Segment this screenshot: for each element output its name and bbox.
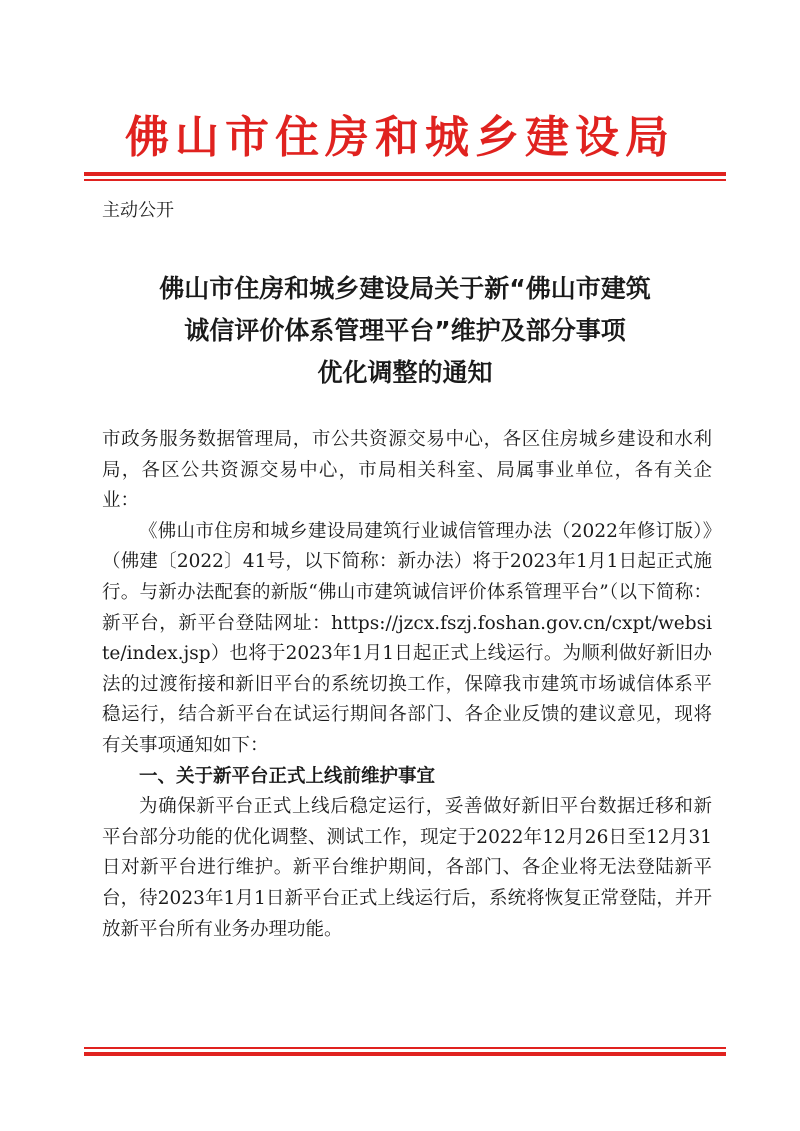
section-heading-1: 一、关于新平台正式上线前维护事宜 (139, 765, 436, 787)
footer-rule-thin (84, 1047, 726, 1049)
agency-masthead: 佛山市住房和城乡建设局 (125, 112, 675, 163)
title-line-3: 优化调整的通知 (317, 358, 493, 387)
title-line-1: 佛山市住房和城乡建设局关于新“佛山市建筑 (159, 274, 651, 303)
title-line-2: 诚信评价体系管理平台”维护及部分事项 (184, 316, 626, 345)
addressee: 市政务服务数据管理局，市公共资源交易中心，各区住房城乡建设和水利局，各区公共资源交易中心，市局相关科室、局属事业单位，各有关企业： (102, 429, 712, 512)
header-rule-thin (84, 179, 726, 181)
paragraph-maintenance: 为确保新平台正式上线后稳定运行，妥善做好新旧平台数据迁移和新平台部分功能的优化调整、测试工作，现定于2022年12月26日至12月31日对新平台进行维护。新平台维护期间，各部门、各企业将无法登陆新平台，待2023年1月1日新平台正式上线运行后，系统将恢复正常登陆，并开放新平台所有业务办理功能。 (102, 796, 712, 940)
document-body (102, 425, 712, 945)
paragraph-intro: 《佛山市住房和城乡建设局建筑行业诚信管理办法（2022年修订版）》（佛建〔2022〕41号，以下简称：新办法）将于2023年1月1日起正式施行。与新办法配套的新版“佛山市建筑诚信评价体系管理平台”（以下简称：新平台，新平台登陆网址：https://jzcx.fszj.foshan.gov.cn/cxpt/website/index.jsp）也将于2023年1月1日起正式上线运行。为顺利做好新旧办法的过渡衔接和新旧平台的系统切换工作，保障我市建筑市场诚信体系平稳运行，结合新平台在试运行期间各部门、各企业反馈的建议意见，现将有关事项通知如下： (102, 520, 712, 756)
document-title (84, 268, 726, 394)
disclosure-label: 主动公开 (102, 200, 174, 221)
footer-rule-thick (84, 1052, 726, 1056)
header-rule-thick (84, 172, 726, 176)
